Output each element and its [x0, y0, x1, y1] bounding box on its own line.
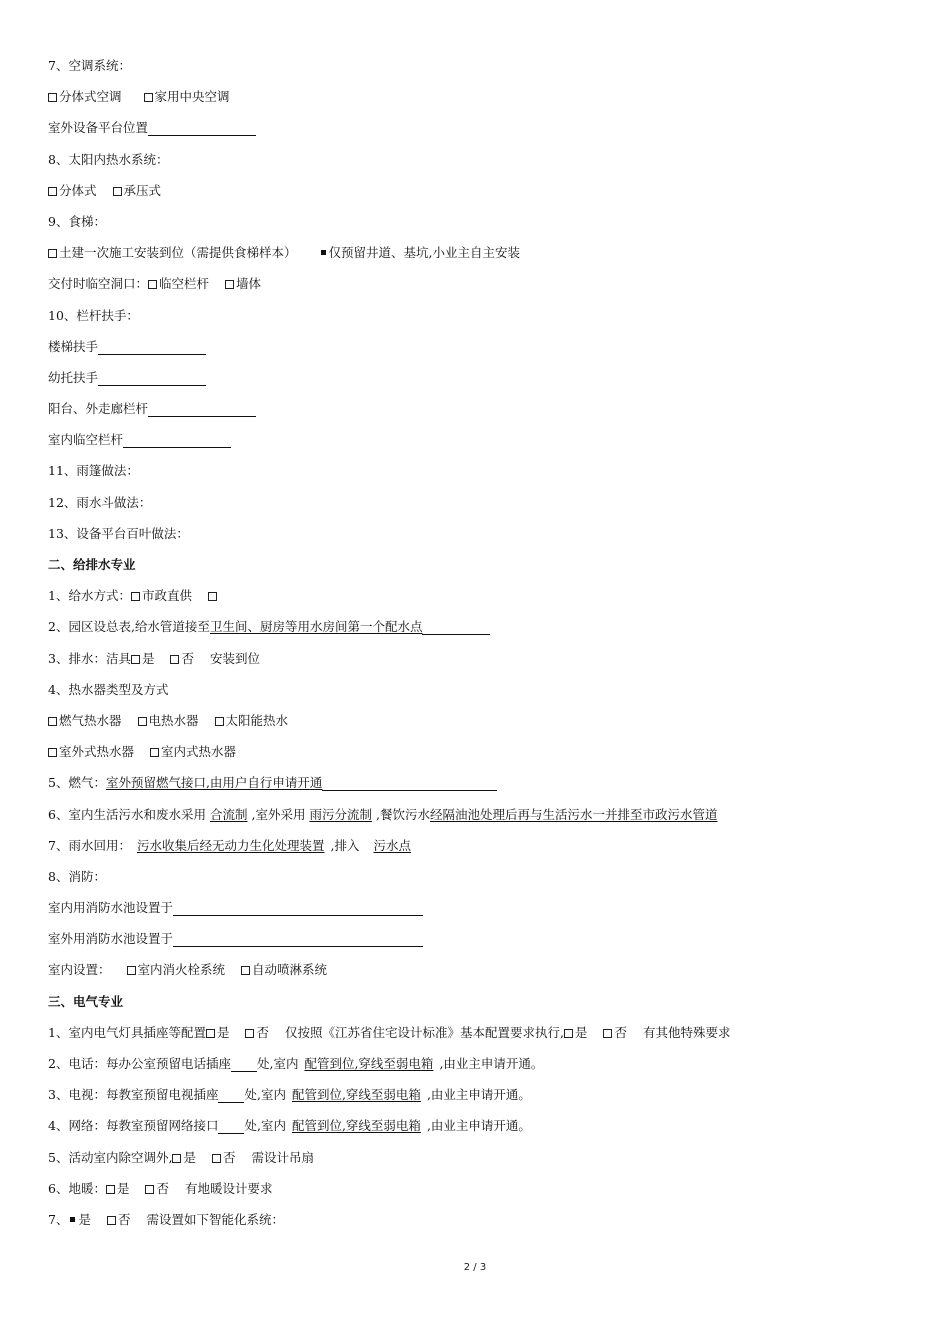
document-page [48, 53, 908, 1238]
elec-config-no: 否 [256, 1024, 269, 1040]
rail-balcony-field [48, 396, 908, 427]
checkbox-icon[interactable] [170, 655, 179, 664]
ac-platform-label: 室外设备平台位置 [48, 120, 149, 136]
checked-checkbox-icon[interactable] [70, 1217, 75, 1222]
phone-post: ,由业主申请开通。 [439, 1056, 544, 1071]
checkbox-icon[interactable] [127, 966, 136, 975]
water-meter-underlined: 卫生间、厨房等用水房间第一个配水点 [209, 619, 423, 635]
heater-type-options [48, 708, 908, 739]
checkbox-icon[interactable] [241, 966, 250, 975]
checkbox-icon[interactable] [245, 1029, 254, 1038]
rail-kid-blank[interactable] [98, 369, 206, 386]
tv-label: 3、电视：每教室预留电视插座 [48, 1087, 219, 1103]
floor-heating-post: 有地暖设计要求 [184, 1180, 273, 1196]
section-electrical-heading: 三、电气专业 [48, 993, 124, 1009]
checkbox-icon[interactable] [48, 187, 57, 196]
checkbox-icon[interactable] [131, 592, 140, 601]
lift-options [48, 240, 908, 271]
water-supply-label: 1、给水方式： [48, 588, 131, 604]
elec-config-item [48, 1020, 908, 1051]
elec-config-post: 有其他特殊要求 [642, 1024, 731, 1040]
ceiling-fan-item [48, 1145, 908, 1176]
checkbox-icon[interactable] [206, 1029, 215, 1038]
drainage-item [48, 646, 908, 677]
rain-reuse-item [48, 833, 908, 864]
water-supply-option-municipal: 市政直供 [141, 588, 192, 604]
checkbox-icon[interactable] [145, 1185, 154, 1194]
rail-indoor-label: 室内临空栏杆 [48, 432, 124, 448]
ac-option-central: 家用中央空调 [154, 89, 230, 105]
gas-blank[interactable] [322, 774, 497, 791]
fire-indoor-pool-field [48, 895, 908, 926]
checkbox-icon[interactable] [603, 1029, 612, 1038]
checkbox-icon[interactable] [150, 748, 159, 757]
checkbox-icon[interactable] [138, 717, 147, 726]
louver-item: 13、设备平台百叶做法： [48, 525, 189, 541]
fire-indoor-pool-blank[interactable] [173, 899, 423, 916]
rain-reuse-label: 7、雨水回用： [48, 837, 131, 853]
elec-config-mid: 仅按照《江苏省住宅设计标准》基本配置要求执行, [284, 1024, 564, 1040]
sewage-underlined-2: 雨污分流制 [309, 806, 372, 822]
ac-options [48, 84, 908, 115]
hole-label: 交付时临空洞口： [48, 276, 149, 292]
elec-config-yes-2: 是 [574, 1024, 588, 1040]
gas-underlined: 室外预留燃气接口,由用户自行申请开通 [105, 775, 323, 791]
checkbox-icon[interactable] [48, 249, 57, 258]
network-label: 4、网络：每教室预留网络接口 [48, 1118, 219, 1134]
rail-balcony-blank[interactable] [148, 400, 256, 417]
checkbox-icon[interactable] [172, 1154, 181, 1163]
heater-location-options [48, 739, 908, 770]
fire-outdoor-pool-label: 室外用消防水池设置于 [48, 931, 174, 947]
water-meter-text: 2、园区设总表,给水管道接至 [48, 619, 210, 635]
lift-option-reserve: 仅预留井道、基坑,小业主自主安装 [328, 245, 520, 261]
lift-title: 9、食梯： [48, 213, 106, 229]
elec-config-no-2: 否 [614, 1024, 627, 1040]
elec-config-yes: 是 [216, 1024, 230, 1040]
network-item [48, 1113, 908, 1144]
heater-option-solar: 太阳能热水 [225, 712, 289, 728]
checkbox-icon[interactable] [107, 1216, 116, 1225]
water-meter-item [48, 614, 908, 645]
rain-reuse-underlined-2: 污水点 [373, 837, 411, 853]
checkbox-icon[interactable] [48, 748, 57, 757]
heater-option-gas: 燃气热水器 [59, 712, 122, 728]
section-plumbing-heading: 二、给排水专业 [48, 557, 136, 572]
rail-stair-label: 楼梯扶手 [48, 338, 99, 354]
floor-heating-no: 否 [156, 1180, 169, 1196]
solar-option-split: 分体式 [59, 182, 97, 198]
checkbox-icon[interactable] [144, 93, 153, 102]
heater-option-electric: 电热水器 [148, 712, 199, 728]
phone-item [48, 1051, 908, 1082]
ceiling-fan-label: 5、活动室内除空调外, [48, 1149, 173, 1165]
phone-count-blank[interactable] [231, 1055, 257, 1072]
ceiling-fan-post: 需设计吊扇 [251, 1149, 314, 1165]
drainage-yes: 是 [141, 650, 155, 666]
fire-title: 8、消防： [48, 868, 106, 884]
tv-item [48, 1082, 908, 1113]
sewage-underlined-1: 合流制 [209, 806, 248, 822]
checkbox-icon[interactable] [48, 717, 57, 726]
canopy-item: 11、雨篷做法： [48, 463, 139, 479]
rail-title: 10、栏杆扶手： [48, 307, 139, 323]
floor-heating-yes: 是 [116, 1180, 130, 1196]
sewage-mid-2: ,餐饮污水 [375, 806, 430, 822]
ac-platform-blank[interactable] [148, 119, 256, 136]
phone-label: 2、电话：每办公室预留电话插座 [48, 1056, 231, 1071]
phone-mid: 处,室内 [256, 1056, 299, 1071]
ceiling-fan-no: 否 [222, 1149, 236, 1165]
sewage-mid: ,室外采用 [251, 806, 306, 822]
checkbox-icon[interactable] [131, 655, 140, 664]
rail-indoor-blank[interactable] [123, 431, 231, 448]
tv-mid: 处,室内 [244, 1087, 286, 1103]
sewage-text: 6、室内生活污水和废水采用 [48, 806, 206, 822]
tv-count-blank[interactable] [218, 1086, 244, 1103]
solar-option-pressure: 承压式 [123, 182, 162, 198]
fire-option-hydrant: 室内消火栓系统 [137, 962, 226, 978]
heater-title: 4、热水器类型及方式 [48, 681, 169, 697]
checkbox-icon[interactable] [113, 187, 122, 196]
phone-underlined: 配管到位,穿线至弱电箱 [304, 1056, 434, 1071]
floor-heating-label: 6、地暖： [48, 1180, 106, 1196]
fire-option-sprinkler: 自动喷淋系统 [252, 962, 328, 978]
elec-config-label: 1、室内电气灯具插座等配置 [48, 1024, 206, 1040]
lift-option-install: 土建一次施工安装到位（需提供食梯样本） [59, 245, 297, 261]
floor-heating-item [48, 1176, 908, 1207]
smart-system-item [48, 1207, 908, 1238]
solar-options [48, 178, 908, 209]
smart-system-yes: 是 [78, 1211, 91, 1227]
heater-option-indoor: 室内式热水器 [161, 744, 237, 760]
checkbox-icon[interactable] [208, 592, 217, 601]
solar-title: 8、太阳内热水系统： [48, 151, 169, 167]
water-supply-options [48, 583, 908, 614]
fire-outdoor-pool-field [48, 926, 908, 957]
network-post: ,由业主申请开通。 [426, 1118, 531, 1134]
checked-checkbox-icon[interactable] [321, 250, 326, 255]
network-count-blank[interactable] [218, 1117, 244, 1134]
tv-post: ,由业主申请开通。 [426, 1087, 531, 1103]
rail-stair-field [48, 334, 908, 365]
rain-reuse-underlined-1: 污水收集后经无动力生化处理装置 [136, 837, 325, 853]
network-mid: 处,室内 [244, 1118, 286, 1134]
checkbox-icon[interactable] [48, 93, 57, 102]
rail-kid-field [48, 365, 908, 396]
ac-platform-field [48, 115, 908, 146]
rail-kid-label: 幼托扶手 [48, 369, 99, 385]
rain-hopper-item: 12、雨水斗做法： [48, 494, 152, 510]
checkbox-icon[interactable] [212, 1154, 221, 1163]
ceiling-fan-yes: 是 [183, 1149, 196, 1165]
checkbox-icon[interactable] [215, 717, 224, 726]
hole-option-rail: 临空栏杆 [159, 276, 210, 292]
drainage-no: 否 [181, 650, 194, 666]
fire-indoor-pool-label: 室内用消防水池设置于 [48, 900, 174, 916]
checkbox-icon[interactable] [148, 280, 157, 289]
checkbox-icon[interactable] [564, 1029, 573, 1038]
ac-title: 7、空调系统： [48, 58, 131, 73]
rail-balcony-label: 阳台、外走廊栏杆 [48, 401, 149, 417]
fire-outdoor-pool-blank[interactable] [173, 930, 423, 947]
checkbox-icon[interactable] [106, 1185, 115, 1194]
gas-item [48, 770, 908, 801]
drainage-post: 安装到位 [209, 650, 260, 666]
sewage-item [48, 802, 908, 833]
tv-underlined: 配管到位,穿线至弱电箱 [291, 1087, 421, 1103]
page-number: 2 / 3 [463, 1262, 487, 1273]
smart-system-no: 否 [117, 1211, 131, 1227]
rail-indoor-field [48, 427, 908, 458]
drainage-label: 3、排水：洁具 [48, 650, 131, 666]
gas-label: 5、燃气： [48, 775, 106, 791]
hole-option-wall: 墙体 [236, 276, 262, 292]
rain-reuse-mid: ,排入 [330, 837, 360, 853]
water-meter-blank[interactable] [422, 618, 490, 635]
rail-stair-blank[interactable] [98, 338, 206, 355]
smart-system-post: 需设置如下智能化系统： [146, 1211, 284, 1227]
checkbox-icon[interactable] [225, 280, 234, 289]
hole-options [48, 271, 908, 302]
ac-option-split: 分体式空调 [59, 89, 122, 105]
fire-indoor-label: 室内设置： [48, 962, 111, 978]
sewage-underlined-3: 经隔油池处理后再与生活污水一并排至市政污水管道 [429, 806, 718, 822]
smart-system-label: 7、 [48, 1211, 69, 1227]
network-underlined: 配管到位,穿线至弱电箱 [291, 1118, 421, 1134]
heater-option-outdoor: 室外式热水器 [59, 744, 135, 760]
fire-indoor-options [48, 957, 908, 988]
